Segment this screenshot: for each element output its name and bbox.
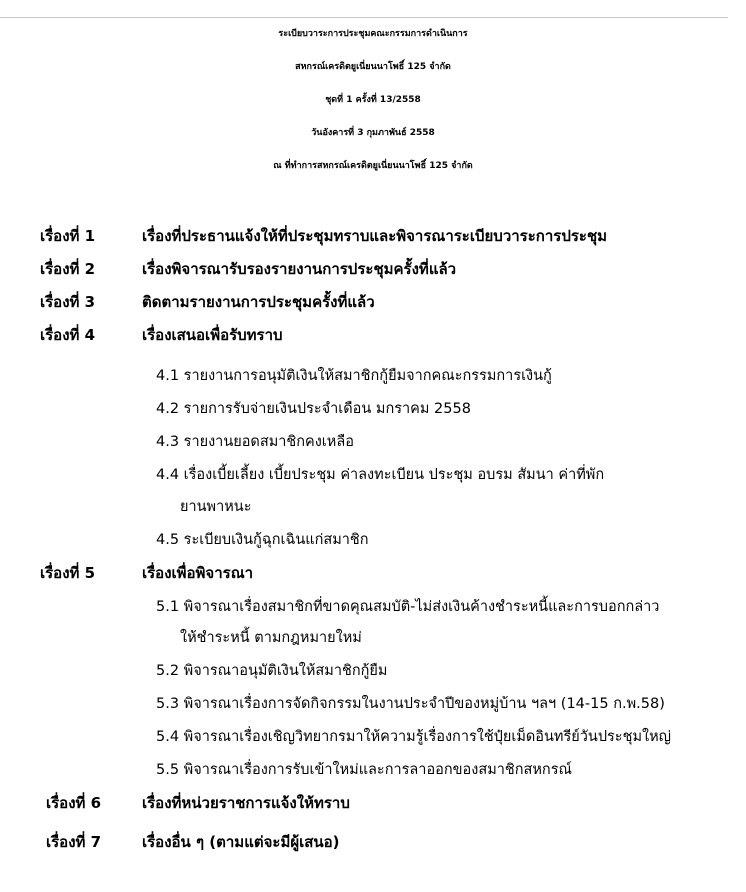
agenda-5-item: 5.4 พิจารณาเรื่องเชิญวิทยากรมาให้ความรู้เรื่องการใช้ปุ๋ยเม็ดอินทรีย์วันประชุมใหญ่: [156, 729, 671, 745]
header-line-1: ระเบียบวาระการประชุมคณะกรรมการดำเนินการ: [278, 29, 468, 39]
header-line-2: สหกรณ์เครดิตยูเนี่ยนนาโพธิ์ 125 จำกัด: [295, 62, 451, 72]
agenda-3-label: เรื่องที่ 3: [40, 293, 96, 311]
header-line-4: วันอังคารที่ 3 กุมภาพันธ์ 2558: [311, 128, 435, 138]
agenda-3-title: ติดตามรายงานการประชุมครั้งที่แล้ว: [142, 293, 375, 311]
agenda-5-label: เรื่องที่ 5: [40, 564, 96, 582]
agenda-7-title: เรื่องอื่น ๆ (ตามแต่จะมีผู้เสนอ): [142, 833, 340, 851]
agenda-4-item: 4.3 รายงานยอดสมาชิกคงเหลือ: [156, 434, 354, 450]
agenda-5-item: 5.1 พิจารณาเรื่องสมาชิกที่ขาดคุณสมบัติ-ไม่ส่งเงินค้างชำระหนี้และการบอกกล่าว: [156, 599, 660, 615]
agenda-5-item: 5.3 พิจารณาเรื่องการจัดกิจกรรมในงานประจำปีของหมู่บ้าน ฯลฯ (14-15 ก.พ.58): [156, 696, 665, 712]
agenda-5-title: เรื่องเพื่อพิจารณา: [142, 564, 254, 582]
agenda-7-label: เรื่องที่ 7: [46, 833, 102, 851]
agenda-4-item: 4.2 รายการรับจ่ายเงินประจำเดือน มกราคม 2558: [156, 401, 471, 417]
agenda-4-title: เรื่องเสนอเพื่อรับทราบ: [142, 326, 283, 344]
header-line-5: ณ ที่ทำการสหกรณ์เครดิตยูเนี่ยนนาโพธิ์ 125 จำกัด: [273, 161, 473, 171]
agenda-2-title: เรื่องพิจารณารับรองรายงานการประชุมครั้งที่แล้ว: [142, 260, 457, 278]
agenda-4-item: 4.5 ระเบียบเงินกู้ฉุกเฉินแก่สมาชิก: [156, 532, 369, 548]
agenda-1-title: เรื่องที่ประธานแจ้งให้ที่ประชุมทราบและพิจารณาระเบียบวาระการประชุม: [142, 227, 608, 245]
agenda-5-item-continuation: ให้ชำระหนี้ ตามกฎหมายใหม่: [180, 630, 362, 646]
header-line-3: ชุดที่ 1 ครั้งที่ 13/2558: [325, 95, 421, 105]
agenda-6-title: เรื่องที่หน่วยราชการแจ้งให้ทราบ: [142, 794, 350, 812]
agenda-5-item: 5.2 พิจารณาอนุมัติเงินให้สมาชิกกู้ยืม: [156, 663, 388, 679]
agenda-6-label: เรื่องที่ 6: [46, 794, 102, 812]
agenda-1-label: เรื่องที่ 1: [40, 227, 96, 245]
agenda-4-item: 4.4 เรื่องเบี้ยเลี้ยง เบี้ยประชุม ค่าลงทะเบียน ประชุม อบรม สัมนา ค่าที่พัก: [156, 467, 605, 483]
agenda-4-item: 4.1 รายงานการอนุมัติเงินให้สมาชิกกู้ยืมจากคณะกรรมการเงินกู้: [156, 368, 552, 384]
agenda-5-item: 5.5 พิจารณาเรื่องการรับเข้าใหม่และการลาออกของสมาชิกสหกรณ์: [156, 762, 572, 778]
agenda-4-item-continuation: ยานพาหนะ: [180, 499, 252, 515]
agenda-4-label: เรื่องที่ 4: [40, 326, 96, 344]
agenda-2-label: เรื่องที่ 2: [40, 260, 96, 278]
top-rule: [0, 17, 728, 18]
